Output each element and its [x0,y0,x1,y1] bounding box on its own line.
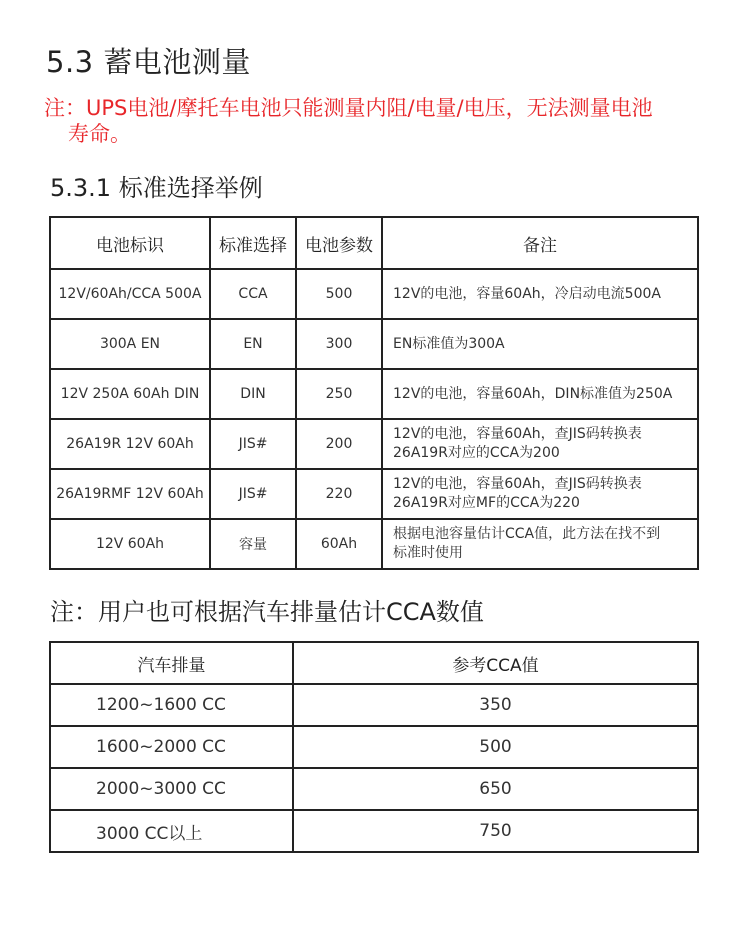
table-row [50,519,698,569]
cell-parameter: 300 [296,319,382,369]
cell-parameter: 60Ah [296,519,382,569]
warning-note [44,95,694,147]
cell-battery-label: 12V 250A 60Ah DIN [50,369,210,419]
cell-standard: JIS# [210,469,296,519]
displacement-note: 注：用户也可根据汽车排量估计CCA数值 [50,598,484,626]
cell-displacement: 2000~3000 CC [50,768,293,810]
cell-remark [382,269,698,319]
table-row [50,768,698,810]
cell-standard: EN [210,319,296,369]
cell-standard: CCA [210,269,296,319]
cell-displacement: 1600~2000 CC [50,726,293,768]
header-reference-cca: 参考CCA值 [293,642,698,684]
cell-parameter: 500 [296,269,382,319]
displacement-cca-table [49,641,699,853]
standard-selection-table [49,216,699,570]
cell-remark [382,319,698,369]
table-row [50,726,698,768]
remark-line: 12V的电池，容量60Ah，冷启动电流500A [393,285,661,302]
remark-line: 12V的电池，容量60Ah，查JIS码转换表 [393,426,642,442]
cell-battery-label: 26A19RMF 12V 60Ah [50,469,210,519]
table-header-row [50,642,698,684]
remark-line: 12V的电池，容量60Ah，查JIS码转换表 [393,476,642,492]
cell-standard: JIS# [210,419,296,469]
cell-cca: 500 [293,726,698,768]
header-battery-label: 电池标识 [50,217,210,269]
cell-battery-label: 12V 60Ah [50,519,210,569]
remark-line: 26A19R对应的CCA为200 [393,445,560,461]
warning-note-line-2: 寿命。 [68,122,131,146]
cell-cca: 350 [293,684,698,726]
cell-remark [382,469,698,519]
warning-note-line-1: 注：UPS电池/摩托车电池只能测量内阻/电量/电压，无法测量电池 [44,96,653,120]
cell-cca: 650 [293,768,698,810]
remark-line: 26A19R对应MF的CCA为220 [393,495,580,511]
cell-battery-label: 12V/60Ah/CCA 500A [50,269,210,319]
subsection-heading: 5.3.1 标准选择举例 [50,174,263,202]
cell-standard: DIN [210,369,296,419]
cell-remark [382,419,698,469]
table-row [50,419,698,469]
cell-parameter: 250 [296,369,382,419]
cell-displacement: 3000 CC以上 [50,810,293,852]
header-standard: 标准选择 [210,217,296,269]
table-row [50,319,698,369]
remark-line: EN标准值为300A [393,335,505,352]
table-row [50,269,698,319]
cell-battery-label: 300A EN [50,319,210,369]
table-row [50,369,698,419]
cell-cca: 750 [293,810,698,852]
header-parameter: 电池参数 [296,217,382,269]
cell-standard: 容量 [210,519,296,569]
remark-line: 标准时使用 [393,545,463,561]
header-displacement: 汽车排量 [50,642,293,684]
header-remark: 备注 [382,217,698,269]
cell-displacement: 1200~1600 CC [50,684,293,726]
cell-parameter: 220 [296,469,382,519]
remark-line: 12V的电池，容量60Ah，DIN标准值为250A [393,385,673,402]
table-row [50,469,698,519]
table-row [50,810,698,852]
cell-parameter: 200 [296,419,382,469]
table-row [50,684,698,726]
section-heading: 5.3 蓄电池测量 [46,45,251,79]
cell-battery-label: 26A19R 12V 60Ah [50,419,210,469]
remark-line: 根据电池容量估计CCA值，此方法在找不到 [393,526,661,542]
cell-remark [382,369,698,419]
cell-remark [382,519,698,569]
table-header-row [50,217,698,269]
